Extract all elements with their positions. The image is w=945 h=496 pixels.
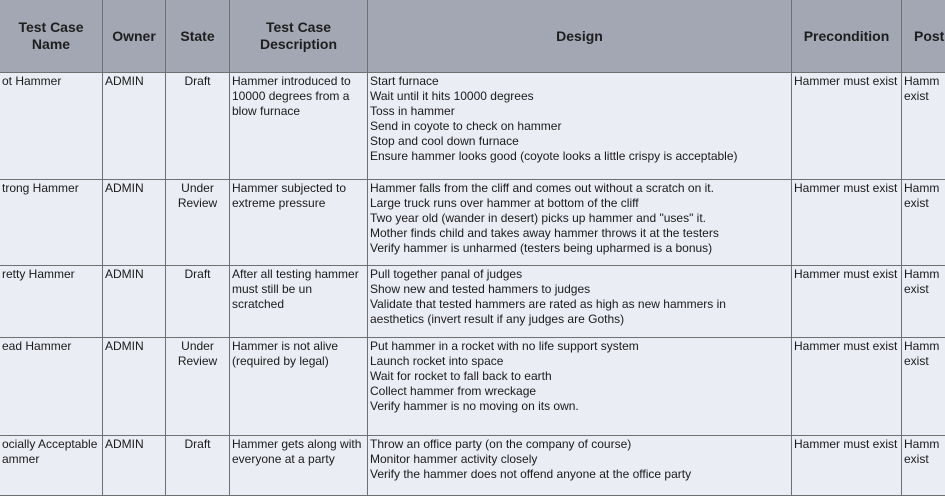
cell-state[interactable]: Draft bbox=[166, 73, 230, 180]
header-owner[interactable]: Owner bbox=[103, 0, 166, 73]
cell-state[interactable]: Under Review bbox=[166, 180, 230, 266]
cell-design[interactable]: Hammer falls from the cliff and comes out without a scratch on it. Large truck runs over hammer at bottom of the cliff Two year old (wander in desert) picks up hammer and "uses" it. Mother finds child and takes away hammer throws it at the testers Verify hammer is unharmed (testers being upharmed is a bonus) bbox=[368, 180, 792, 266]
cell-test-case-name[interactable]: ocially Acceptable ammer bbox=[0, 436, 103, 496]
cell-state[interactable]: Draft bbox=[166, 266, 230, 338]
cell-owner[interactable]: ADMIN bbox=[103, 338, 166, 436]
cell-design[interactable]: Start furnace Wait until it hits 10000 degrees Toss in hammer Send in coyote to check on hammer Stop and cool down furnace Ensure hammer looks good (coyote looks a little crispy is acceptable) bbox=[368, 73, 792, 180]
header-test-case-name[interactable]: Test Case Name bbox=[0, 0, 103, 73]
cell-precondition[interactable]: Hammer must exist bbox=[792, 180, 902, 266]
cell-description[interactable]: Hammer introduced to 10000 degrees from a blow furnace bbox=[230, 73, 368, 180]
cell-design[interactable]: Throw an office party (on the company of course) Monitor hammer activity closely Verify the hammer does not offend anyone at the office party bbox=[368, 436, 792, 496]
cell-test-case-name[interactable]: ead Hammer bbox=[0, 338, 103, 436]
header-description[interactable]: Test Case Description bbox=[230, 0, 368, 73]
header-precondition[interactable]: Precondition bbox=[792, 0, 902, 73]
cell-precondition[interactable]: Hammer must exist bbox=[792, 73, 902, 180]
header-state[interactable]: State bbox=[166, 0, 230, 73]
cell-postcondition[interactable]: Hamm exist bbox=[902, 338, 945, 436]
cell-design[interactable]: Pull together panal of judges Show new and tested hammers to judges Validate that tested hammers are rated as high as new hammers in aesthetics (invert result if any judges are Goths) bbox=[368, 266, 792, 338]
cell-description[interactable]: Hammer is not alive (required by legal) bbox=[230, 338, 368, 436]
cell-state[interactable]: Draft bbox=[166, 436, 230, 496]
cell-postcondition[interactable]: Hamm exist bbox=[902, 266, 945, 338]
cell-description[interactable]: After all testing hammer must still be un scratched bbox=[230, 266, 368, 338]
cell-test-case-name[interactable]: retty Hammer bbox=[0, 266, 103, 338]
cell-design[interactable]: Put hammer in a rocket with no life support system Launch rocket into space Wait for rocket to fall back to earth Collect hammer from wreckage Verify hammer is no moving on its own. bbox=[368, 338, 792, 436]
cell-postcondition[interactable]: Hamm exist bbox=[902, 436, 945, 496]
cell-owner[interactable]: ADMIN bbox=[103, 73, 166, 180]
header-design[interactable]: Design bbox=[368, 0, 792, 73]
cell-description[interactable]: Hammer gets along with everyone at a party bbox=[230, 436, 368, 496]
cell-owner[interactable]: ADMIN bbox=[103, 266, 166, 338]
cell-test-case-name[interactable]: ot Hammer bbox=[0, 73, 103, 180]
cell-state[interactable]: Under Review bbox=[166, 338, 230, 436]
cell-owner[interactable]: ADMIN bbox=[103, 436, 166, 496]
cell-postcondition[interactable]: Hamm exist bbox=[902, 180, 945, 266]
cell-precondition[interactable]: Hammer must exist bbox=[792, 436, 902, 496]
cell-precondition[interactable]: Hammer must exist bbox=[792, 266, 902, 338]
cell-test-case-name[interactable]: trong Hammer bbox=[0, 180, 103, 266]
cell-precondition[interactable]: Hammer must exist bbox=[792, 338, 902, 436]
cell-owner[interactable]: ADMIN bbox=[103, 180, 166, 266]
cell-description[interactable]: Hammer subjected to extreme pressure bbox=[230, 180, 368, 266]
cell-postcondition[interactable]: Hamm exist bbox=[902, 73, 945, 180]
header-postcondition[interactable]: Post bbox=[902, 0, 945, 73]
